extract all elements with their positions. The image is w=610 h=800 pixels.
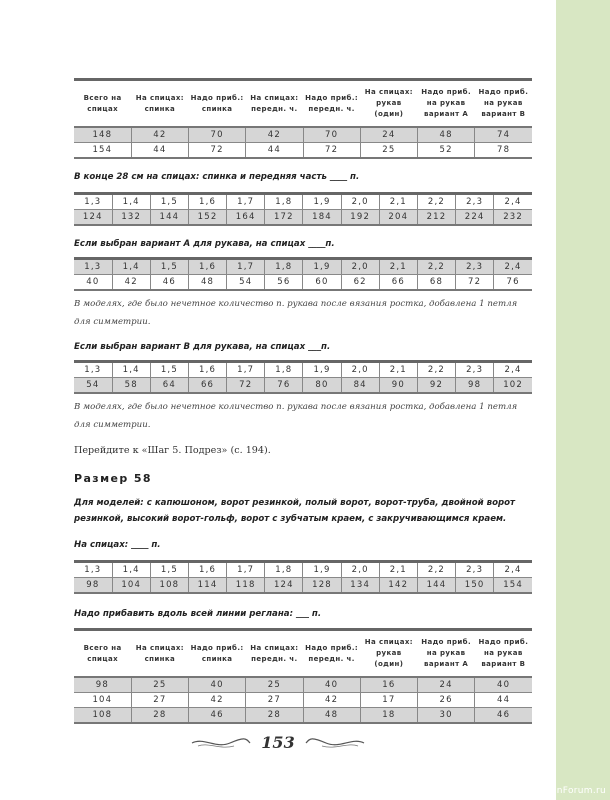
count-cell: 142 xyxy=(379,578,417,594)
count-row xyxy=(74,210,532,226)
count-cell: 98 xyxy=(74,578,112,594)
table-cell: 40 xyxy=(189,677,246,693)
gauge-cell: 1,8 xyxy=(265,259,303,275)
table-cell: 48 xyxy=(303,708,360,724)
col-header: Всего на спицах xyxy=(74,80,131,128)
gauge-table xyxy=(74,360,532,394)
table-cell: 28 xyxy=(246,708,303,724)
table-cell: 72 xyxy=(189,143,246,159)
section-heading: Если выбран вариант В для рукава, на спицах ___п. xyxy=(74,342,331,352)
gauge-cell: 1,4 xyxy=(112,194,150,210)
col-header: Надо приб.: спинка xyxy=(189,630,246,678)
table-cell: 26 xyxy=(418,693,475,708)
table-cell: 42 xyxy=(189,693,246,708)
table-cell: 52 xyxy=(418,143,475,159)
gauge-cell: 2,1 xyxy=(379,259,417,275)
table-row xyxy=(74,708,532,724)
right-ornament-icon xyxy=(304,734,366,752)
table-cell: 18 xyxy=(360,708,417,724)
gauge-cell: 2,0 xyxy=(341,194,379,210)
gauge-cell: 1,5 xyxy=(150,259,188,275)
count-cell: 118 xyxy=(227,578,265,594)
gauge-cell: 2,3 xyxy=(456,194,494,210)
gauge-cell: 2,2 xyxy=(417,194,455,210)
goto-step-text: Перейдите к «Шаг 5. Подрез» (с. 194). xyxy=(74,445,271,456)
gauge-cell: 1,3 xyxy=(74,562,112,578)
table-cell: 154 xyxy=(74,143,131,159)
col-header: На спицах: передн. ч. xyxy=(246,630,303,678)
gauge-cell: 1,8 xyxy=(265,194,303,210)
gauge-cell: 1,5 xyxy=(150,562,188,578)
count-cell: 192 xyxy=(341,210,379,226)
count-row xyxy=(74,275,532,291)
gauge-cell: 1,9 xyxy=(303,259,341,275)
table-cell: 30 xyxy=(418,708,475,724)
count-cell: 84 xyxy=(341,378,379,394)
table-cell: 46 xyxy=(189,708,246,724)
table-cell: 40 xyxy=(475,677,532,693)
col-header: Всего на спицах xyxy=(74,630,131,678)
count-cell: 76 xyxy=(506,277,520,287)
table-cell: 46 xyxy=(475,708,532,724)
count-cell: 40 xyxy=(74,275,112,291)
section-heading: Надо прибавить вдоль всей линии реглана: ___ п. xyxy=(74,609,322,619)
gauge-cell: 2,2 xyxy=(417,362,455,378)
gauge-cell: 2,0 xyxy=(341,259,379,275)
table-cell: 70 xyxy=(189,127,246,143)
count-cell: 108 xyxy=(150,578,188,594)
table-cell: 27 xyxy=(246,693,303,708)
table-cell: 104 xyxy=(74,693,131,708)
count-cell: 134 xyxy=(341,578,379,594)
col-header: На спицах: рукав (один) xyxy=(360,630,417,678)
col-header: На спицах: рукав (один) xyxy=(360,80,417,128)
gauge-cell: 1,9 xyxy=(303,194,341,210)
count-cell: 232 xyxy=(494,210,532,226)
count-cell: 48 xyxy=(188,275,226,291)
gauge-table xyxy=(74,560,532,594)
count-cell: 90 xyxy=(379,378,417,394)
raglan-table-top xyxy=(74,78,532,159)
left-ornament-icon xyxy=(190,734,252,752)
count-cell: 212 xyxy=(417,210,455,226)
gauge-cell: 2,4 xyxy=(494,194,532,210)
gauge-cell: 1,3 xyxy=(74,362,112,378)
size-58-title: Размер 58 xyxy=(74,472,152,485)
gauge-cell: 1,6 xyxy=(188,362,226,378)
count-cell: 58 xyxy=(112,378,150,394)
table-cell: 42 xyxy=(303,693,360,708)
col-header: На спицах: спинка xyxy=(131,80,188,128)
count-cell: 144 xyxy=(150,210,188,226)
gauge-cell: 2,0 xyxy=(341,562,379,578)
gauge-cell: 1,8 xyxy=(265,362,303,378)
count-cell: 102 xyxy=(494,378,532,394)
table-row xyxy=(74,677,532,693)
gauge-row xyxy=(74,259,532,275)
col-header: На спицах: передн. ч. xyxy=(246,80,303,128)
side-color-strip xyxy=(556,0,610,800)
gauge-cell: 1,7 xyxy=(227,194,265,210)
gauge-cell: 2,4 xyxy=(494,562,532,578)
page-number: 153 xyxy=(261,733,295,752)
gauge-cell: 1,4 xyxy=(112,259,150,275)
table-row xyxy=(74,127,532,143)
gauge-cell: 2,2 xyxy=(417,562,455,578)
table-cell: 24 xyxy=(360,127,417,143)
gauge-cell: 1,9 xyxy=(303,562,341,578)
count-cell: 64 xyxy=(150,378,188,394)
count-cell: 184 xyxy=(303,210,341,226)
gauge-cell: 1,9 xyxy=(303,362,341,378)
count-cell: 204 xyxy=(379,210,417,226)
gauge-cell: 2,4 xyxy=(494,259,532,275)
gauge-cell: 1,6 xyxy=(188,259,226,275)
models-list: Для моделей: с капюшоном, ворот резинкой, полый ворот, ворот-труба, двойной ворот резинкой, высокий ворот-гольф, ворот с зубчатым краем, с закручивающимся краем. xyxy=(74,498,516,524)
count-cell: 72 xyxy=(227,378,265,394)
table-cell: 25 xyxy=(360,143,417,159)
col-header: На спицах: спинка xyxy=(131,630,188,678)
col-header: Надо приб.: передн. ч. xyxy=(303,80,360,128)
count-cell: 128 xyxy=(303,578,341,594)
gauge-cell: 1,6 xyxy=(188,194,226,210)
gauge-cell: 1,7 xyxy=(227,362,265,378)
count-cell: 132 xyxy=(112,210,150,226)
table-cell: 44 xyxy=(131,143,188,159)
gauge-cell: 1,8 xyxy=(265,562,303,578)
col-header: Надо приб. на рукав вариант А xyxy=(418,630,475,678)
table-cell: 27 xyxy=(131,693,188,708)
gauge-cell: 1,5 xyxy=(150,194,188,210)
count-cell: 76 xyxy=(265,378,303,394)
gauge-cell: 1,4 xyxy=(112,362,150,378)
gauge-cell: 2,1 xyxy=(379,362,417,378)
gauge-table xyxy=(74,192,532,226)
gauge-cell: 2,2 xyxy=(417,259,455,275)
gauge-cell: 2,3 xyxy=(456,259,494,275)
count-cell: 42 xyxy=(112,275,150,291)
count-cell: 150 xyxy=(456,578,494,594)
count-row xyxy=(74,578,532,594)
count-cell: 124 xyxy=(265,578,303,594)
section-heading: В конце 28 см на спицах: спинка и передняя часть ____ п. xyxy=(74,172,360,182)
gauge-cell: 2,0 xyxy=(341,362,379,378)
table-cell: 70 xyxy=(303,127,360,143)
gauge-row xyxy=(74,362,532,378)
table-cell: 148 xyxy=(74,127,131,143)
table-cell: 42 xyxy=(246,127,303,143)
table-cell: 42 xyxy=(131,127,188,143)
table-cell: 17 xyxy=(360,693,417,708)
table-cell: 24 xyxy=(418,677,475,693)
count-cell: 224 xyxy=(456,210,494,226)
section-heading: Если выбран вариант А для рукава, на спицах ____п. xyxy=(74,239,335,249)
count-cell: 54 xyxy=(227,275,265,291)
gauge-cell: 1,4 xyxy=(112,562,150,578)
gauge-row xyxy=(74,194,532,210)
count-cell: 80 xyxy=(303,378,341,394)
gauge-cell: 2,1 xyxy=(379,194,417,210)
gauge-cell: 2,1 xyxy=(379,562,417,578)
table-row xyxy=(74,693,532,708)
gauge-cell: 1,6 xyxy=(188,562,226,578)
table-cell: 16 xyxy=(360,677,417,693)
count-cell: 72 xyxy=(456,275,494,291)
count-cell: 144 xyxy=(417,578,455,594)
table-cell: 44 xyxy=(246,143,303,159)
table-cell: 78 xyxy=(475,143,532,159)
gauge-table xyxy=(74,257,532,291)
table-cell: 40 xyxy=(303,677,360,693)
count-cell: 54 xyxy=(74,378,112,394)
col-header: Надо приб.: спинка xyxy=(189,80,246,128)
symmetry-note: В моделях, где было нечетное количество п. рукава после вязания ростка, добавлена 1 петля для симметрии. xyxy=(74,299,518,327)
col-header: Надо приб. на рукав вариант В xyxy=(475,80,532,128)
table-cell: 48 xyxy=(418,127,475,143)
gauge-cell: 2,3 xyxy=(456,362,494,378)
count-cell: 164 xyxy=(227,210,265,226)
table-cell: 44 xyxy=(475,693,532,708)
count-cell: 46 xyxy=(150,275,188,291)
count-row xyxy=(74,378,532,394)
page-content xyxy=(74,70,532,724)
gauge-row xyxy=(74,562,532,578)
table-cell: 25 xyxy=(131,677,188,693)
count-cell: 62 xyxy=(341,275,379,291)
count-cell: 172 xyxy=(265,210,303,226)
gauge-cell: 1,3 xyxy=(74,194,112,210)
count-cell: 66 xyxy=(188,378,226,394)
count-cell: 68 xyxy=(417,275,455,291)
table-row xyxy=(74,143,532,159)
count-cell: 152 xyxy=(188,210,226,226)
count-cell: 60 xyxy=(303,275,341,291)
raglan-table-bottom xyxy=(74,628,532,724)
table-cell: 25 xyxy=(246,677,303,693)
count-cell: 98 xyxy=(456,378,494,394)
col-header: Надо приб.: передн. ч. xyxy=(303,630,360,678)
col-header: Надо приб. на рукав вариант А xyxy=(418,80,475,128)
count-cell: 56 xyxy=(265,275,303,291)
gauge-cell: 1,7 xyxy=(227,562,265,578)
count-cell: 104 xyxy=(112,578,150,594)
symmetry-note: В моделях, где было нечетное количество п. рукава после вязания ростка, добавлена 1 петля для симметрии. xyxy=(74,402,518,430)
count-cell: 114 xyxy=(188,578,226,594)
col-header: Надо приб. на рукав вариант В xyxy=(475,630,532,678)
section-heading: На спицах: ____ п. xyxy=(74,540,161,550)
table-cell: 72 xyxy=(303,143,360,159)
table-cell: 74 xyxy=(475,127,532,143)
table-cell: 98 xyxy=(74,677,131,693)
gauge-cell: 1,3 xyxy=(74,259,112,275)
gauge-cell: 1,5 xyxy=(150,362,188,378)
count-cell: 124 xyxy=(74,210,112,226)
gauge-cell: 2,4 xyxy=(494,362,532,378)
watermark: PassionForum.ru xyxy=(527,786,606,796)
count-cell: 66 xyxy=(379,275,417,291)
gauge-cell: 1,7 xyxy=(227,259,265,275)
gauge-cell: 2,3 xyxy=(456,562,494,578)
table-cell: 28 xyxy=(131,708,188,724)
page-footer xyxy=(0,732,556,752)
count-cell: 92 xyxy=(417,378,455,394)
count-cell: 154 xyxy=(494,578,532,594)
table-cell: 108 xyxy=(74,708,131,724)
